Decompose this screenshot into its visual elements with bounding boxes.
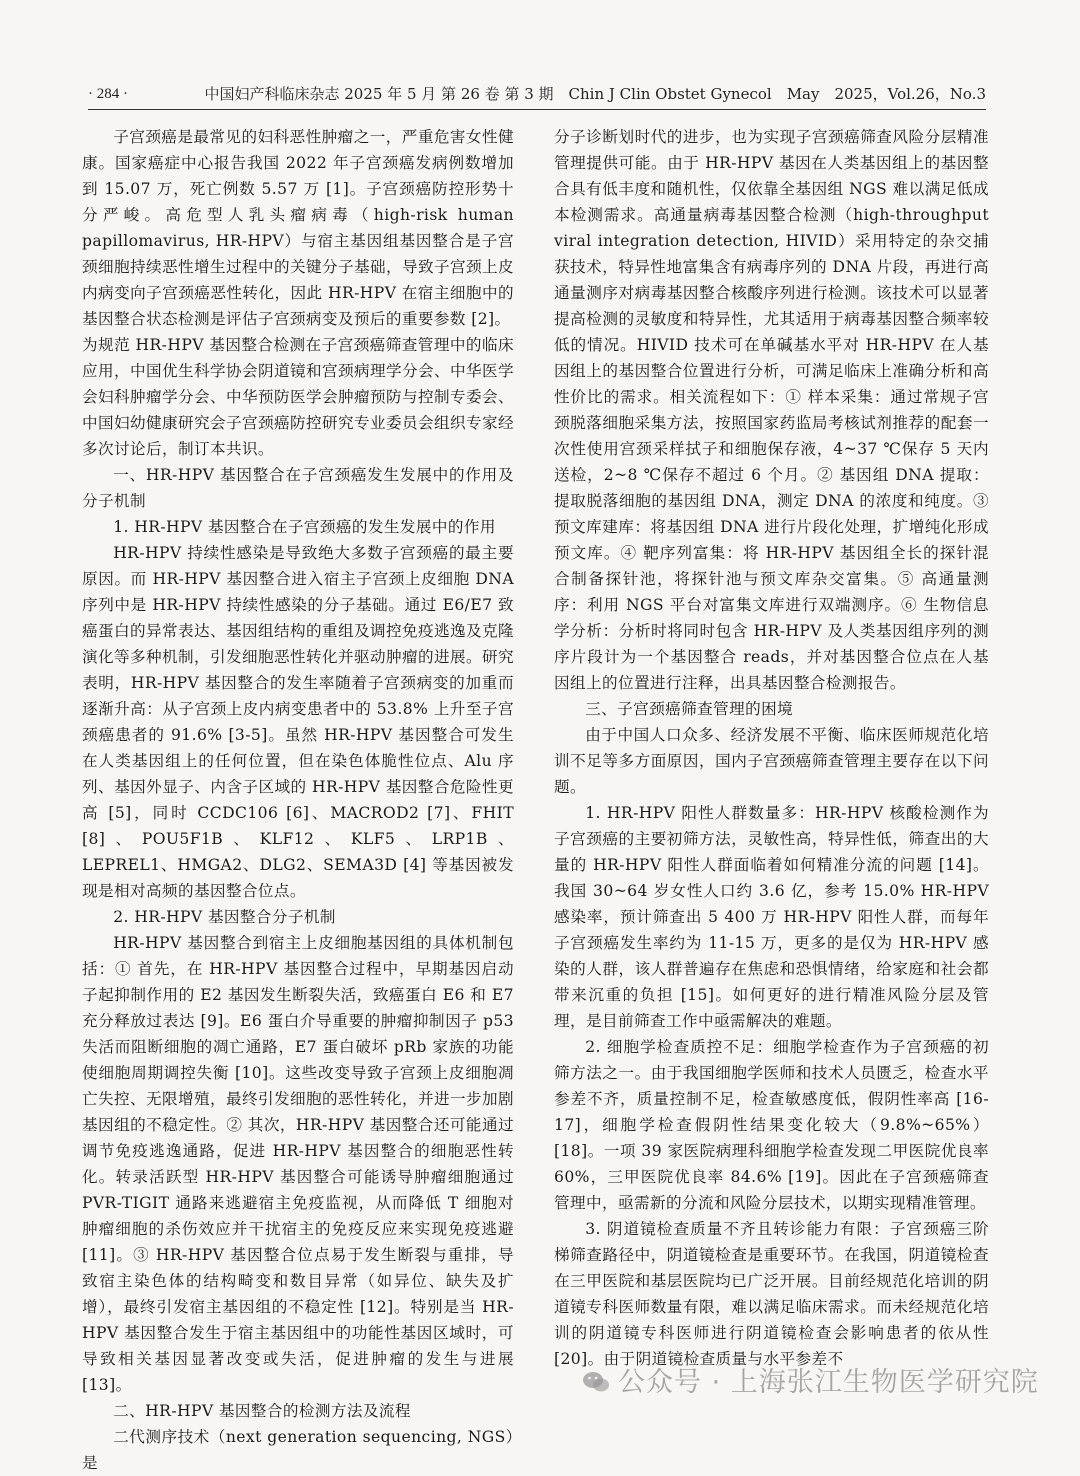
subsection-heading: 2. HR-HPV 基因整合分子机制 (113, 908, 336, 926)
section-heading: 一、HR-HPV 基因整合在子宫颈癌发生发展中的作用及分子机制 (82, 466, 514, 510)
paragraph: 为规范 HR-HPV 基因整合检测在子宫颈癌筛查管理中的临床应用，中国优生科学协会阴道镜和宫颈病理学分会、中华医学会妇科肿瘤学分会、中华预防医学会肿瘤预防与控制专委会、中国妇幼健康研究会子宫颈癌防控研究专业委员会组织专家经多次讨论后，制订本共识。 (82, 336, 514, 458)
running-header (88, 82, 986, 106)
header-rule (88, 109, 986, 110)
section-heading: 三、子宫颈癌筛查管理的困境 (585, 700, 794, 718)
subsection-heading: 1. HR-HPV 基因整合在子宫颈癌的发生发展中的作用 (113, 518, 496, 536)
wechat-icon (582, 1370, 610, 1394)
right-column (554, 124, 989, 1372)
paragraph: 1. HR-HPV 阳性人群数量多：HR-HPV 核酸检测作为子宫颈癌的主要初筛方法，灵敏性高，特异性低，筛查出的大量的 HR-HPV 阳性人群面临着如何精准分流的问题 [14]。我国 30~64 岁女性人口约 3.6 亿，参考 15.0% HR-HPV 感染率，预计筛查出 5 400 万 HR-HPV 阳性人群，而每年子宫颈癌发生率约为 11-15 万，更多的是仅为 HR-HPV 感染的人群，该人群普遍存在焦虑和恐惧情绪，给家庭和社会都带来沉重的负担 [15]。如何更好的进行精准风险分层及管理，是目前筛查工作中亟需解决的难题。 (554, 804, 989, 1030)
paragraph: 子宫颈癌是最常见的妇科恶性肿瘤之一，严重危害女性健康。国家癌症中心报告我国 2022 年子宫颈癌发病例数增加到 15.07 万，死亡例数 5.57 万 [1]。子宫颈癌防控形势十分严峻。高危型人乳头瘤病毒（high-risk human papillomavirus, HR-HPV）与宿主基因组基因整合是子宫颈细胞持续恶性增生过程中的关键分子基础，导致子宫颈上皮内病变向子宫颈癌恶性转化，因此 HR-HPV 在宿主细胞中的基因整合状态检测是评估子宫颈病变及预后的重要参数 [2]。 (82, 128, 515, 328)
running-title: 中国妇产科临床杂志 2025 年 5 月 第 26 卷 第 3 期 Chin J Clin Obstet Gynecol May 2025，Vol.26，No.3 (204, 85, 986, 103)
paragraph: 二代测序技术（next generation sequencing, NGS）是 (82, 1428, 514, 1472)
section-heading: 二、HR-HPV 基因整合的检测方法及流程 (113, 1402, 411, 1420)
page-number: · 284 · (88, 86, 128, 102)
paragraph: 由于中国人口众多、经济发展不平衡、临床医师规范化培训不足等多方面原因，国内子宫颈癌筛查管理主要存在以下问题。 (554, 726, 989, 796)
paragraph: 3. 阴道镜检查质量不齐且转诊能力有限：子宫颈癌三阶梯筛查路径中，阴道镜检查是重要环节。在我国，阴道镜检查在三甲医院和基层医院均已广泛开展。目前经规范化培训的阴道镜专科医师数量有限，难以满足临床需求。而未经规范化培训的阴道镜专科医师进行阴道镜检查会影响患者的依从性 [20]。由于阴道镜检查质量与水平参差不 (554, 1220, 989, 1368)
watermark (582, 1360, 1039, 1399)
left-column (82, 124, 514, 1476)
paragraph: 2. 细胞学检查质控不足：细胞学检查作为子宫颈癌的初筛方法之一。由于我国细胞学医师和技术人员匮乏，检查水平参差不齐，质量控制不足，检查敏感度低，假阴性率高 [16-17]，细胞学检查假阴性结果变化较大（9.8%~65%）[18]。一项 39 家医院病理科细胞学检查发现二甲医院优良率 60%，三甲医院优良率 84.6% [19]。因此在子宫颈癌筛查管理中，亟需新的分流和风险分层技术，以期实现精准管理。 (554, 1038, 989, 1212)
paragraph: HR-HPV 基因整合到宿主上皮细胞基因组的具体机制包括：① 首先，在 HR-HPV 基因整合过程中，早期基因启动子起抑制作用的 E2 基因发生断裂失活，致癌蛋白 E6 和 E7 充分释放过表达 [9]。E6 蛋白介导重要的肿瘤抑制因子 p53 失活而阻断细胞的凋亡通路，E7 蛋白破坏 pRb 家族的功能使细胞周期调控失衡 [10]。这些改变导致子宫颈上皮细胞凋亡失控、无限增殖，最终引发细胞的恶性转化，并进一步加剧基因组的不稳定性。② 其次，HR-HPV 基因整合还可能通过调节免疫逃逸通路，促进 HR-HPV 基因整合的细胞恶性转化。转录活跃型 HR-HPV 基因整合可能诱导肿瘤细胞通过 PVR-TIGIT 通路来逃避宿主免疫监视，从而降低 T 细胞对肿瘤细胞的杀伤效应并干扰宿主的免疫反应来实现免疫逃避 [11]。③ HR-HPV 基因整合位点易于发生断裂与重排，导致宿主染色体的结构畸变和数目异常（如异位、缺失及扩增），最终引发宿主基因组的不稳定性 [12]。特别是当 HR-HPV 基因整合发生于宿主基因组中的功能性基因区域时，可导致相关基因显著改变或失活，促进肿瘤的发生与进展 [13]。 (82, 934, 515, 1394)
paragraph: 分子诊断划时代的进步，也为实现子宫颈癌筛查风险分层精准管理提供可能。由于 HR-HPV 基因在人类基因组上的基因整合具有低丰度和随机性，仅依靠全基因组 NGS 难以满足低成本检测需求。高通量病毒基因整合检测（high-throughput viral integration detection, HIVID）采用特定的杂交捕获技术，特异性地富集含有病毒序列的 DNA 片段，再进行高通量测序对病毒基因整合核酸序列进行检测。该技术可以显著提高检测的灵敏度和特异性，尤其适用于病毒基因整合频率较低的情况。HIVID 技术可在单碱基水平对 HR-HPV 在人基因组上的基因整合位置进行分析，可满足临床上准确分析和高性价比的需求。相关流程如下：① 样本采集：通过常规子宫颈脱落细胞采集方法，按照国家药监局考核试剂推荐的配套一次性使用宫颈采样拭子和细胞保存液，4~37 ℃保存 5 天内送检，2~8 ℃保存不超过 6 个月。② 基因组 DNA 提取：提取脱落细胞的基因组 DNA，测定 DNA 的浓度和纯度。③ 预文库建库：将基因组 DNA 进行片段化处理，扩增纯化形成预文库。④ 靶序列富集：将 HR-HPV 基因组全长的探针混合制备探针池，将探针池与预文库杂交富集。⑤ 高通量测序：利用 NGS 平台对富集文库进行双端测序。⑥ 生物信息学分析：分析时将同时包含 HR-HPV 及人类基因组序列的测序片段计为一个基因整合 reads，并对基因整合位点在人基因组上的位置进行注释，出具基因整合检测报告。 (554, 128, 989, 692)
paragraph: HR-HPV 持续性感染是导致绝大多数子宫颈癌的最主要原因。而 HR-HPV 基因整合进入宿主子宫颈上皮细胞 DNA 序列中是 HR-HPV 持续性感染的分子基础。通过 E6/E7 致癌蛋白的异常表达、基因组结构的重组及调控免疫逃逸及克隆演化等多种机制，引发细胞恶性转化并驱动肿瘤的进展。研究表明，HR-HPV 基因整合的发生率随着子宫颈病变的加重而逐渐升高：从子宫颈上皮内病变患者中的 53.8% 上升至子宫颈癌患者的 91.6% [3-5]。虽然 HR-HPV 基因整合可发生在人类基因组上的任何位置，但在染色体脆性位点、Alu 序列、基因外显子、内含子区域的 HR-HPV 基因整合危险性更高 [5]，同时 CCDC106 [6]、MACROD2 [7]、FHIT [8]、POU5F1B、KLF12、KLF5、LRP1B、LEPREL1、HMGA2、DLG2、SEMA3D [4] 等基因被发现是相对高频的基因整合位点。 (82, 544, 514, 900)
watermark-text: 公众号 · 上海张江生物医学研究院 (618, 1367, 1039, 1398)
